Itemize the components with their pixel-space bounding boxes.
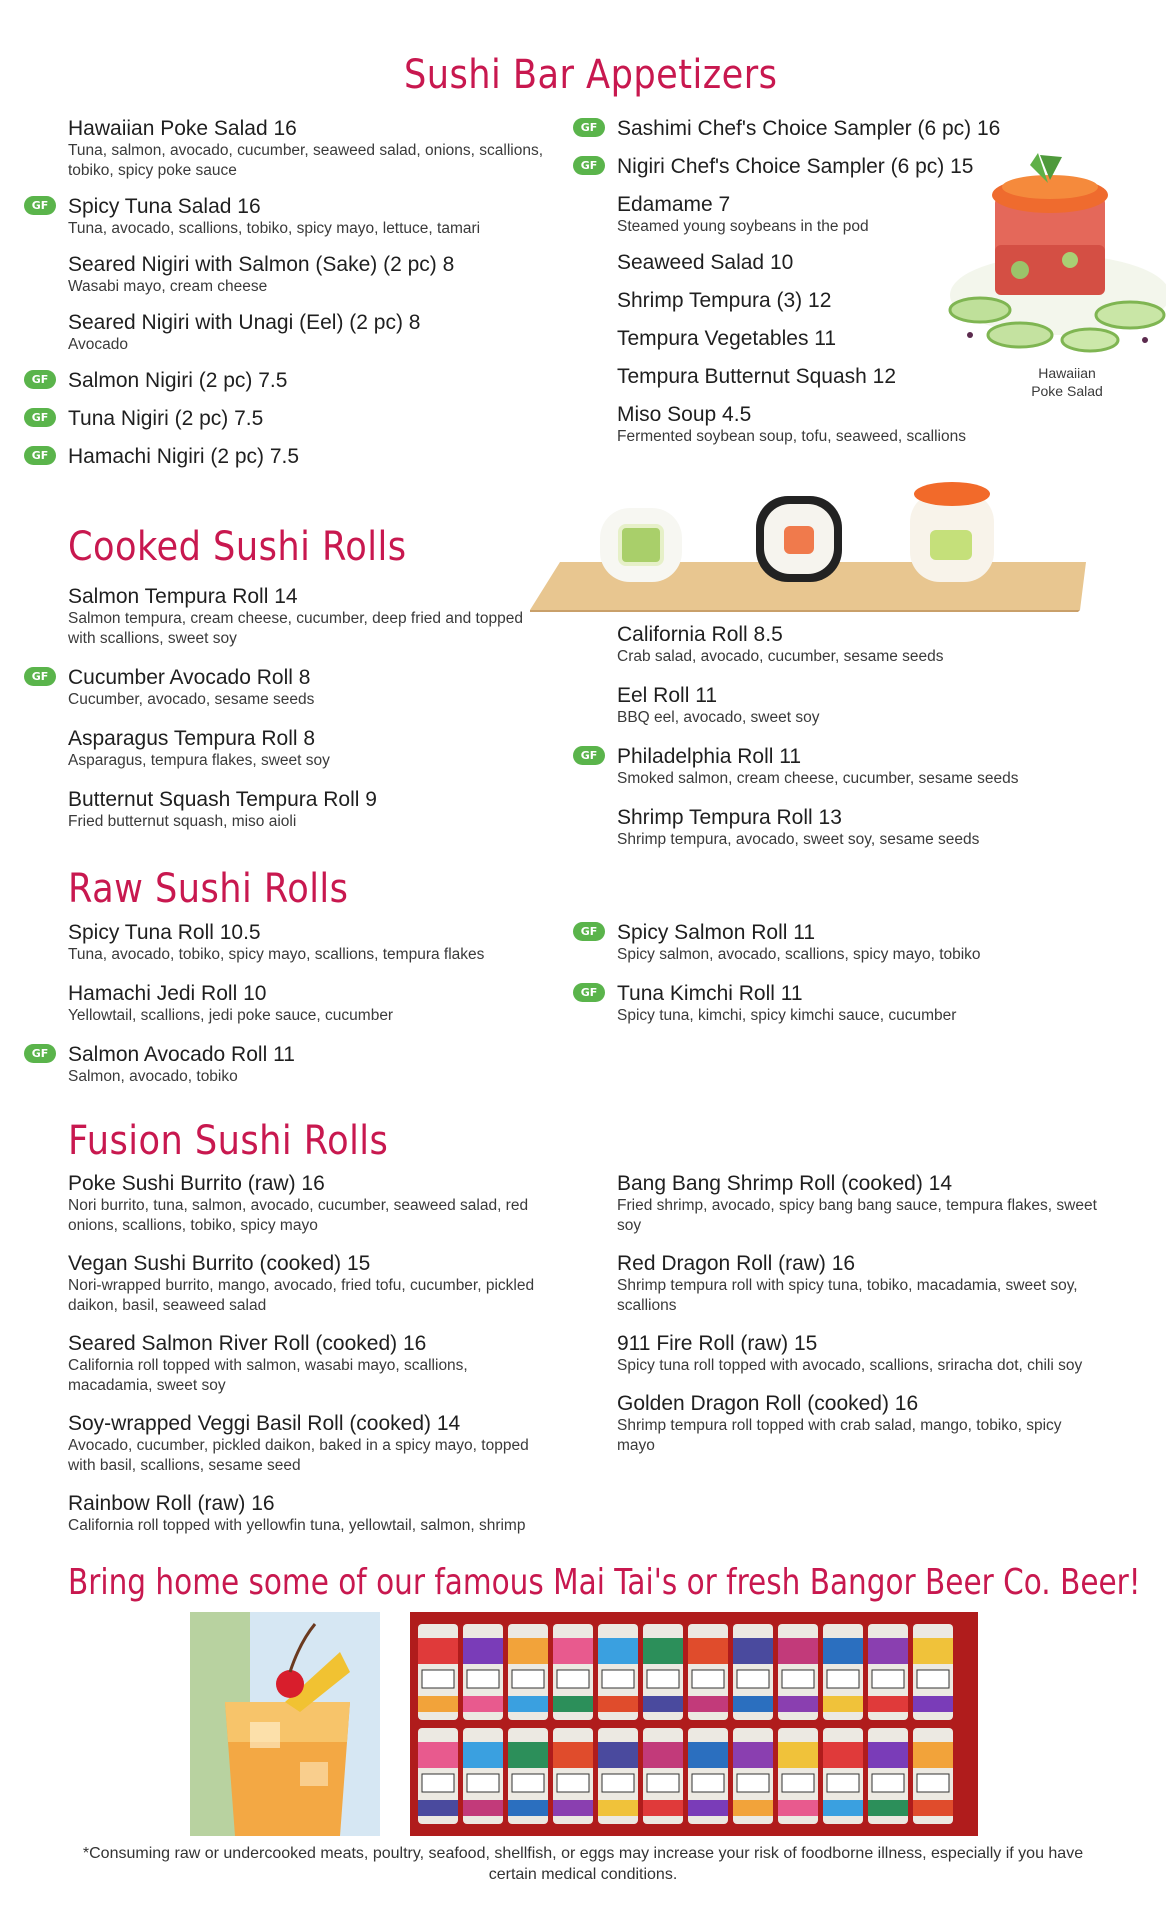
menu-item-description: Tuna, avocado, tobiko, spicy mayo, scallions, tempura flakes xyxy=(68,946,485,963)
menu-item xyxy=(68,1492,548,1536)
beer-can xyxy=(778,1624,818,1720)
menu-item-name: Tempura Butternut Squash 12 xyxy=(617,365,897,388)
menu-item xyxy=(617,806,1097,850)
menu-item xyxy=(68,1252,548,1316)
menu-item-description: Salmon tempura, cream cheese, cucumber, deep fried and topped with scallions, sweet soy xyxy=(68,610,523,647)
menu-item-name: Spicy Tuna Roll 10.5 xyxy=(68,921,261,944)
menu-item-name: Spicy Tuna Salad 16 xyxy=(68,195,261,218)
menu-item-name: Vegan Sushi Burrito (cooked) 15 xyxy=(68,1252,371,1275)
menu-item xyxy=(31,407,548,431)
menu-item-description: Spicy salmon, avocado, scallions, spicy mayo, tobiko xyxy=(617,946,981,963)
beer-can xyxy=(508,1728,548,1824)
gluten-free-badge: GF xyxy=(24,196,56,215)
menu-item xyxy=(580,982,1097,1026)
menu-item xyxy=(617,1252,1097,1316)
raw-left-list xyxy=(31,921,568,1104)
menu-item-name: Seared Nigiri with Salmon (Sake) (2 pc) 8 xyxy=(68,253,455,276)
menu-item-description: Nori burrito, tuna, salmon, avocado, cucumber, seaweed salad, red onions, scallions, tobiko, spicy mayo xyxy=(68,1197,529,1234)
raw-rolls-title: Raw Sushi Rolls xyxy=(68,866,349,912)
menu-item xyxy=(617,1332,1097,1376)
beer-can xyxy=(688,1728,728,1824)
menu-item-description: Tuna, avocado, scallions, tobiko, spicy mayo, lettuce, tamari xyxy=(68,220,481,237)
menu-item xyxy=(617,684,1097,728)
mai-tai-photo xyxy=(190,1612,380,1836)
menu-item-description: Cucumber, avocado, sesame seeds xyxy=(68,691,315,708)
menu-item-description: Shrimp tempura roll topped with crab salad, mango, tobiko, spicy mayo xyxy=(617,1417,1062,1454)
beer-can xyxy=(733,1624,773,1720)
menu-item-name: Golden Dragon Roll (cooked) 16 xyxy=(617,1392,919,1415)
menu-item-name: Sashimi Chef's Choice Sampler (6 pc) 16 xyxy=(617,117,1001,140)
cooked-right-list xyxy=(580,623,1097,867)
sushi-rolls-photo xyxy=(530,470,1086,612)
menu-item xyxy=(31,445,548,469)
menu-item-description: Spicy tuna, kimchi, spicy kimchi sauce, cucumber xyxy=(617,1007,957,1024)
menu-item-name: Tempura Vegetables 11 xyxy=(617,327,837,350)
beer-can xyxy=(463,1728,503,1824)
beer-can xyxy=(823,1728,863,1824)
poke-salad-caption: Hawaiian Poke Salad xyxy=(1031,365,1103,399)
disclaimer: *Consuming raw or undercooked meats, poultry, seafood, shellfish, or eggs may increase your risk of foodborne illness, especially if you have certain medical conditions. xyxy=(82,1845,1084,1883)
menu-item xyxy=(68,585,548,649)
gluten-free-badge: GF xyxy=(24,370,56,389)
menu-item-name: Spicy Salmon Roll 11 xyxy=(617,921,816,944)
menu-item-description: Fried butternut squash, miso aioli xyxy=(68,813,297,830)
menu-item-description: Tuna, salmon, avocado, cucumber, seaweed salad, onions, scallions, tobiko, spicy poke sauce xyxy=(68,142,544,179)
menu-item-description: Fried shrimp, avocado, spicy bang bang sauce, tempura flakes, sweet soy xyxy=(617,1197,1097,1234)
beer-can xyxy=(868,1728,908,1824)
beer-can xyxy=(463,1624,503,1720)
menu-item-description: California roll topped with yellowfin tuna, yellowtail, salmon, shrimp xyxy=(68,1517,526,1534)
menu-item xyxy=(68,1332,548,1396)
gluten-free-badge: GF xyxy=(573,156,605,175)
menu-item-name: Philadelphia Roll 11 xyxy=(617,745,802,768)
beer-can xyxy=(868,1624,908,1720)
poke-salad-photo xyxy=(940,135,1166,370)
menu-item-name: Red Dragon Roll (raw) 16 xyxy=(617,1252,856,1275)
menu-item-name: 911 Fire Roll (raw) 15 xyxy=(617,1332,818,1355)
menu-item xyxy=(580,921,1097,965)
menu-item-description: Smoked salmon, cream cheese, cucumber, sesame seeds xyxy=(617,770,1019,787)
menu-item-name: Seaweed Salad 10 xyxy=(617,251,794,274)
menu-item-name: Soy-wrapped Veggi Basil Roll (cooked) 14 xyxy=(68,1412,461,1435)
menu-item-name: Eel Roll 11 xyxy=(617,684,717,707)
menu-item xyxy=(617,1392,1097,1456)
menu-item-name: Miso Soup 4.5 xyxy=(617,403,752,426)
menu-item-name: Shrimp Tempura Roll 13 xyxy=(617,806,842,829)
menu-item xyxy=(31,369,548,393)
menu-item-name: Bang Bang Shrimp Roll (cooked) 14 xyxy=(617,1172,953,1195)
beer-cans-photo xyxy=(410,1612,978,1836)
menu-item-name: Salmon Avocado Roll 11 xyxy=(68,1043,295,1066)
menu-item xyxy=(68,921,568,965)
menu-item-description: Asparagus, tempura flakes, sweet soy xyxy=(68,752,330,769)
menu-item xyxy=(68,311,548,355)
beer-can xyxy=(778,1728,818,1824)
fusion-rolls-title: Fusion Sushi Rolls xyxy=(68,1118,389,1164)
beer-can xyxy=(508,1624,548,1720)
menu-item-name: Rainbow Roll (raw) 16 xyxy=(68,1492,275,1515)
beer-can xyxy=(733,1728,773,1824)
gluten-free-badge: GF xyxy=(573,922,605,941)
beer-can xyxy=(913,1728,953,1824)
gluten-free-badge: GF xyxy=(24,1044,56,1063)
gluten-free-badge: GF xyxy=(24,667,56,686)
beer-can xyxy=(823,1624,863,1720)
beer-can xyxy=(598,1624,638,1720)
appetizers-title: Sushi Bar Appetizers xyxy=(404,52,778,98)
menu-item-description: Steamed young soybeans in the pod xyxy=(617,218,869,235)
menu-item-description: Wasabi mayo, cream cheese xyxy=(68,278,268,295)
beer-can xyxy=(913,1624,953,1720)
menu-item-description: Yellowtail, scallions, jedi poke sauce, cucumber xyxy=(68,1007,394,1024)
menu-item-description: Salmon, avocado, tobiko xyxy=(68,1068,238,1085)
menu-item-name: Hawaiian Poke Salad 16 xyxy=(68,117,297,140)
menu-item-name: Hamachi Jedi Roll 10 xyxy=(68,982,267,1005)
menu-item xyxy=(617,1172,1097,1236)
menu-item-description: Shrimp tempura roll with spicy tuna, tobiko, macadamia, sweet soy, scallions xyxy=(617,1277,1078,1314)
menu-item xyxy=(68,727,548,771)
menu-item xyxy=(31,195,548,239)
menu-item-description: Fermented soybean soup, tofu, seaweed, scallions xyxy=(617,428,966,445)
menu-item xyxy=(68,982,568,1026)
menu-item xyxy=(31,1043,568,1087)
beer-can xyxy=(643,1728,683,1824)
menu-item xyxy=(68,253,548,297)
menu-item-description: Shrimp tempura, avocado, sweet soy, sesame seeds xyxy=(617,831,980,848)
menu-item xyxy=(31,666,548,710)
menu-item xyxy=(68,1172,548,1236)
beer-can xyxy=(418,1728,458,1824)
menu-item-description: BBQ eel, avocado, sweet soy xyxy=(617,709,820,726)
beer-can xyxy=(643,1624,683,1720)
menu-item-name: Tuna Nigiri (2 pc) 7.5 xyxy=(68,407,264,430)
menu-item-name: Hamachi Nigiri (2 pc) 7.5 xyxy=(68,445,300,468)
menu-item-name: Salmon Tempura Roll 14 xyxy=(68,585,298,608)
menu-item xyxy=(68,1412,548,1476)
menu-item-description: California roll topped with salmon, wasabi mayo, scallions, macadamia, sweet soy xyxy=(68,1357,468,1394)
raw-right-list xyxy=(580,921,1097,1043)
menu-item xyxy=(580,745,1097,789)
menu-item-name: California Roll 8.5 xyxy=(617,623,783,646)
fusion-left-list xyxy=(68,1172,548,1552)
menu-item-name: Nigiri Chef's Choice Sampler (6 pc) 15 xyxy=(617,155,974,178)
menu-item-name: Tuna Kimchi Roll 11 xyxy=(617,982,803,1005)
gluten-free-badge: GF xyxy=(573,118,605,137)
menu-item-name: Seared Nigiri with Unagi (Eel) (2 pc) 8 xyxy=(68,311,421,334)
appetizers-left-list xyxy=(31,117,548,483)
menu-item-name: Butternut Squash Tempura Roll 9 xyxy=(68,788,377,811)
menu-item xyxy=(68,117,548,181)
menu-item-name: Cucumber Avocado Roll 8 xyxy=(68,666,311,689)
fusion-right-list xyxy=(617,1172,1097,1472)
menu-item-description: Crab salad, avocado, cucumber, sesame seeds xyxy=(617,648,944,665)
beer-can xyxy=(553,1728,593,1824)
menu-item-name: Shrimp Tempura (3) 12 xyxy=(617,289,832,312)
beer-can xyxy=(598,1728,638,1824)
menu-item xyxy=(617,403,1027,447)
beer-can xyxy=(688,1624,728,1720)
cooked-rolls-title: Cooked Sushi Rolls xyxy=(68,524,407,570)
gluten-free-badge: GF xyxy=(24,408,56,427)
menu-item-description: Avocado, cucumber, pickled daikon, baked in a spicy mayo, topped with basil, scallions, sesame seed xyxy=(68,1437,529,1474)
beer-can xyxy=(553,1624,593,1720)
menu-item-description: Avocado xyxy=(68,336,129,353)
menu-item-description: Spicy tuna roll topped with avocado, scallions, sriracha dot, chili soy xyxy=(617,1357,1083,1374)
menu-item xyxy=(68,788,548,832)
menu-item xyxy=(617,623,1097,667)
gluten-free-badge: GF xyxy=(24,446,56,465)
menu-item-name: Seared Salmon River Roll (cooked) 16 xyxy=(68,1332,427,1355)
beer-can xyxy=(418,1624,458,1720)
menu-item-name: Asparagus Tempura Roll 8 xyxy=(68,727,316,750)
gluten-free-badge: GF xyxy=(573,983,605,1002)
gluten-free-badge: GF xyxy=(573,746,605,765)
promo-banner: Bring home some of our famous Mai Tai's or fresh Bangor Beer Co. Beer! xyxy=(68,1562,1141,1603)
menu-item-name: Poke Sushi Burrito (raw) 16 xyxy=(68,1172,325,1195)
menu-item-name: Edamame 7 xyxy=(617,193,731,216)
cooked-left-list xyxy=(31,585,548,849)
menu-item-name: Salmon Nigiri (2 pc) 7.5 xyxy=(68,369,288,392)
menu-item-description: Nori-wrapped burrito, mango, avocado, fried tofu, cucumber, pickled daikon, basil, seaweed salad xyxy=(68,1277,535,1314)
